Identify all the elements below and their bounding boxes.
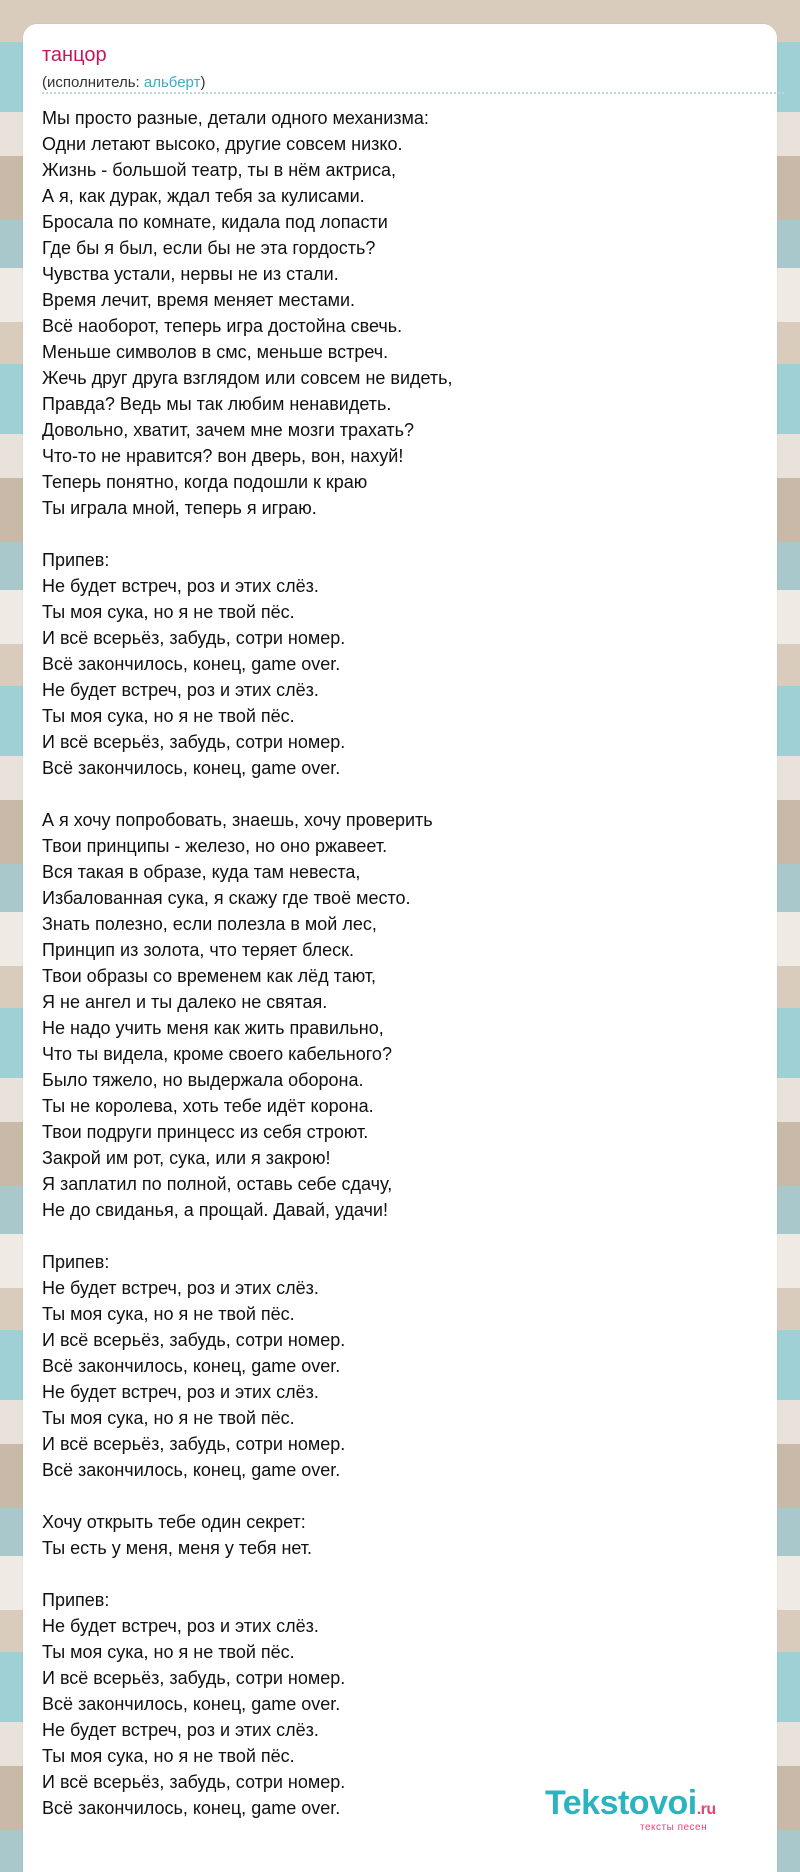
logo-name: Tekstovoi — [545, 1784, 697, 1822]
lyrics-text: Мы просто разные, детали одного механизма: Одни летают высоко, другие совсем низко. Жизнь - большой театр, ты в нём актриса, А я, как дурак, ждал тебя за кулисами. Бросала по комнате, кидала под лопасти Где бы я был, если бы не эта гордость? Чувства устали, нервы не из стали. Время лечит, время меняет местами. Всё наоборот, теперь игра достойна свечь. Меньше символов в смс, меньше встреч. Жечь друг друга взглядом или совсем не видеть, Правда? Ведь мы так любим ненавидеть. Довольно, хватит, зачем мне мозги трахать? Что-то не нравится? вон дверь, вон, нахуй! Теперь понятно, когда подошли к краю Ты играла мной, теперь я играю. Припев: Не будет встреч, роз и этих слёз. Ты моя сука, но я не твой пёс. И всё всерьёз, забудь, сотри номер. Всё закончилось, конец, game over. Не будет встреч, роз и этих слёз. Ты моя сука, но я не твой пёс. И всё всерьёз, забудь, сотри номер. Всё закончилось, конец, game over. А я хочу попробовать, знаешь, хочу проверить Твои принципы - железо, но оно ржавеет. Вся такая в образе, куда там невеста, Избалованная сука, я скажу где твоё место. Знать полезно, если полезла в мой лес, Принцип из золота, что теряет блеск. Твои образы со временем как лёд тают, Я не ангел и ты далеко не святая. Не надо учить меня как жить правильно, Что ты видела, кроме своего кабельного? Было тяжело, но выдержала оборона. Ты не королева, хоть тебе идёт корона. Твои подруги принцесс из себя строют. Закрой им рот, сука, или я закрою! Я заплатил по полной, оставь себе сдачу, Не до свиданья, а прощай. Давай, удачи! Припев: Не будет встреч, роз и этих слёз. Ты моя сука, но я не твой пёс. И всё всерьёз, забудь, сотри номер. Всё закончилось, конец, game over. Не будет встреч, роз и этих слёз. Ты моя сука, но я не твой пёс. И всё всерьёз, забудь, сотри номер. Всё закончилось, конец, game over. Хочу открыть тебе один секрет: Ты есть у меня, меня у тебя нет. Припев: Не будет встреч, роз и этих слёз. Ты моя сука, но я не твой пёс. И всё всерьёз, забудь, сотри номер. Всё закончилось, конец, game over. Не будет встреч, роз и этих слёз. Ты моя сука, но я не твой пёс. И всё всерьёз, забудь, сотри номер. Всё закончилось, конец, game over. — [42, 108, 453, 1818]
performer-suffix: ) — [200, 74, 206, 91]
title-divider — [42, 92, 784, 94]
logo-tld: .ru — [696, 1801, 716, 1818]
song-title: танцор — [42, 44, 107, 66]
site-logo[interactable] — [545, 1784, 716, 1823]
performer-prefix: (исполнитель: — [42, 74, 144, 91]
logo-tagline: тексты песен — [640, 1822, 708, 1833]
performer-line — [42, 74, 205, 91]
performer-link[interactable]: альберт — [143, 74, 201, 91]
lyrics-card — [23, 24, 777, 1872]
